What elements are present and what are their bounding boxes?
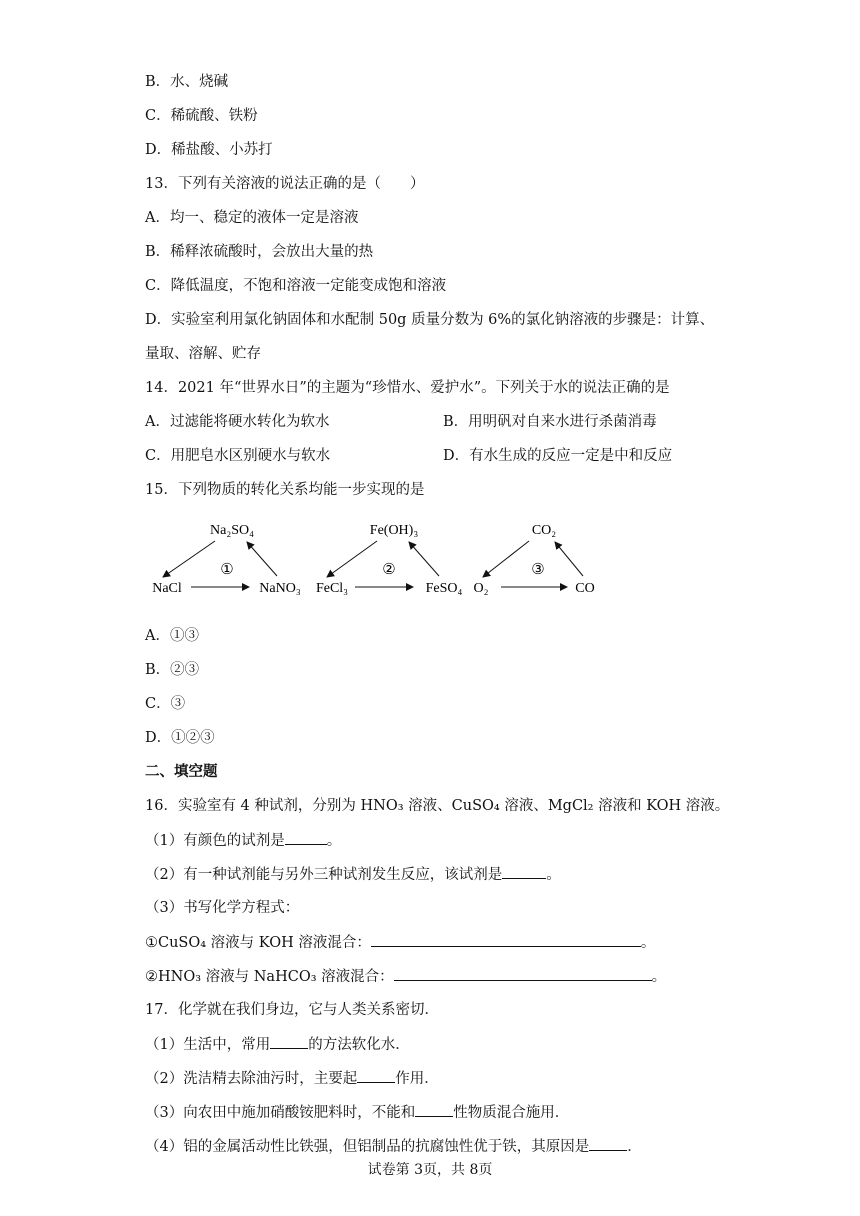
q13-stem: 13．下列有关溶液的说法正确的是（ ） <box>145 176 425 192</box>
q17-part2-tail: 作用． <box>395 1071 439 1087</box>
q16-part3: （3）书写化学方程式： <box>145 900 300 916</box>
q14-option-b: B．用明矾对自来水进行杀菌消毒 <box>443 414 657 430</box>
diagram-3-left: O₂ <box>473 581 489 596</box>
q16-part2-blank[interactable] <box>502 864 546 879</box>
q17-part3-tail: 性物质混合施用． <box>453 1105 570 1121</box>
q17-part1 <box>145 1034 410 1055</box>
page-footer: 试卷第 3页，共 8页 <box>367 1162 493 1178</box>
q16-part1-text: （1）有颜色的试剂是 <box>145 833 285 849</box>
diagram-2-number: ② <box>382 562 396 578</box>
q16-part2-text: （2）有一种试剂能与另外三种试剂发生反应，该试剂是 <box>145 867 503 883</box>
section-heading: 二、填空题 <box>145 763 218 780</box>
q14-option-a: A．过滤能将硬水转化为软水 <box>145 414 330 430</box>
diagram-1-number: ① <box>220 562 234 578</box>
q17-part1-text: （1）生活中，常用 <box>145 1037 271 1053</box>
q14-stem: 14．2021 年“世界水日”的主题为“珍惜水、爱护水”。下列关于水的说法正确的是 <box>145 380 670 396</box>
q17-part3-blank[interactable] <box>415 1102 453 1117</box>
q13-option-a: A．均一、稳定的液体一定是溶液 <box>145 210 359 226</box>
q16-eq1-blank[interactable] <box>371 932 641 947</box>
q17-part3-text: （3）向农田中施加硝酸铵肥料时，不能和 <box>145 1105 416 1121</box>
diagram-2-left: FeCl₃ <box>315 581 349 596</box>
q16-part2-end: 。 <box>546 867 561 883</box>
q14-option-c: C．用肥皂水区别硬水与软水 <box>145 448 331 464</box>
q17-part4-tail: ． <box>627 1139 642 1155</box>
q16-part2 <box>145 864 561 885</box>
q15-option-d: D．①②③ <box>145 730 215 746</box>
q16-eq2-text: ②HNO₃ 溶液与 NaHCO₃ 溶液混合： <box>145 969 394 985</box>
q13-option-d: D．实验室利用氯化钠固体和水配制 50g 质量分数为 6%的氯化钠溶液的步骤是：计算、 <box>145 312 715 328</box>
q16-eq1-text: ①CuSO₄ 溶液与 KOH 溶液混合： <box>145 935 371 951</box>
diagram-1-top: Na₂SO₄ <box>210 523 254 538</box>
q16-part1 <box>145 830 341 851</box>
diagram-2 <box>316 523 463 596</box>
q17-part2-text: （2）洗洁精去除油污时，主要起 <box>145 1071 358 1087</box>
q13-option-d-cont: 量取、溶解、贮存 <box>145 346 261 362</box>
q17-part4 <box>145 1136 642 1157</box>
q14-option-d: D．有水生成的反应一定是中和反应 <box>443 448 673 464</box>
q17-part1-blank[interactable] <box>270 1034 308 1049</box>
q16-stem: 16．实验室有 4 种试剂，分别为 HNO₃ 溶液、CuSO₄ 溶液、MgCl₂ 溶液和 KOH 溶液。 <box>145 798 730 814</box>
diagram-1 <box>152 523 301 596</box>
q12-option-d: D．稀盐酸、小苏打 <box>145 142 273 158</box>
q17-part2 <box>145 1068 439 1089</box>
q17-stem: 17．化学就在我们身边，它与人类关系密切． <box>145 1002 439 1018</box>
diagram-1-left: NaCl <box>152 581 182 596</box>
q16-eq1-end: 。 <box>640 935 656 951</box>
q12-option-b: B．水、烧碱 <box>145 74 229 90</box>
q15-option-c: C．③ <box>145 696 186 712</box>
q16-eq2-end: 。 <box>651 969 667 985</box>
q15-option-a: A．①③ <box>145 628 199 644</box>
q17-part4-blank[interactable] <box>589 1136 627 1151</box>
q12-option-c: C．稀硫酸、铁粉 <box>145 108 258 124</box>
diagram-3-top: CO₂ <box>531 523 557 538</box>
q13-option-c: C．降低温度，不饱和溶液一定能变成饱和溶液 <box>145 278 447 294</box>
diagram-1-right: NaNO₃ <box>259 581 301 596</box>
q15-stem: 15．下列物质的转化关系均能一步实现的是 <box>145 482 425 498</box>
diagram-2-right: FeSO₄ <box>425 581 463 596</box>
diagram-3-number: ③ <box>531 562 545 578</box>
diagram-3 <box>474 523 595 596</box>
q17-part4-text: （4）铝的金属活动性比铁强，但铝制品的抗腐蚀性优于铁，其原因是 <box>145 1139 590 1155</box>
q15-diagram <box>143 512 613 602</box>
diagram-3-right: CO <box>575 581 595 596</box>
q16-equation-2 <box>145 966 666 987</box>
q17-part2-blank[interactable] <box>357 1068 395 1083</box>
q16-eq2-blank[interactable] <box>394 966 652 981</box>
q17-part1-tail: 的方法软化水． <box>308 1037 410 1053</box>
q16-equation-1 <box>145 932 655 953</box>
q16-part1-end: 。 <box>326 833 342 849</box>
q13-option-b: B．稀释浓硫酸时，会放出大量的热 <box>145 244 374 260</box>
diagram-2-top: Fe(OH)₃ <box>369 523 419 538</box>
q17-part3 <box>145 1102 569 1123</box>
q15-option-b: B．②③ <box>145 662 200 678</box>
q16-part1-blank[interactable] <box>285 830 327 845</box>
